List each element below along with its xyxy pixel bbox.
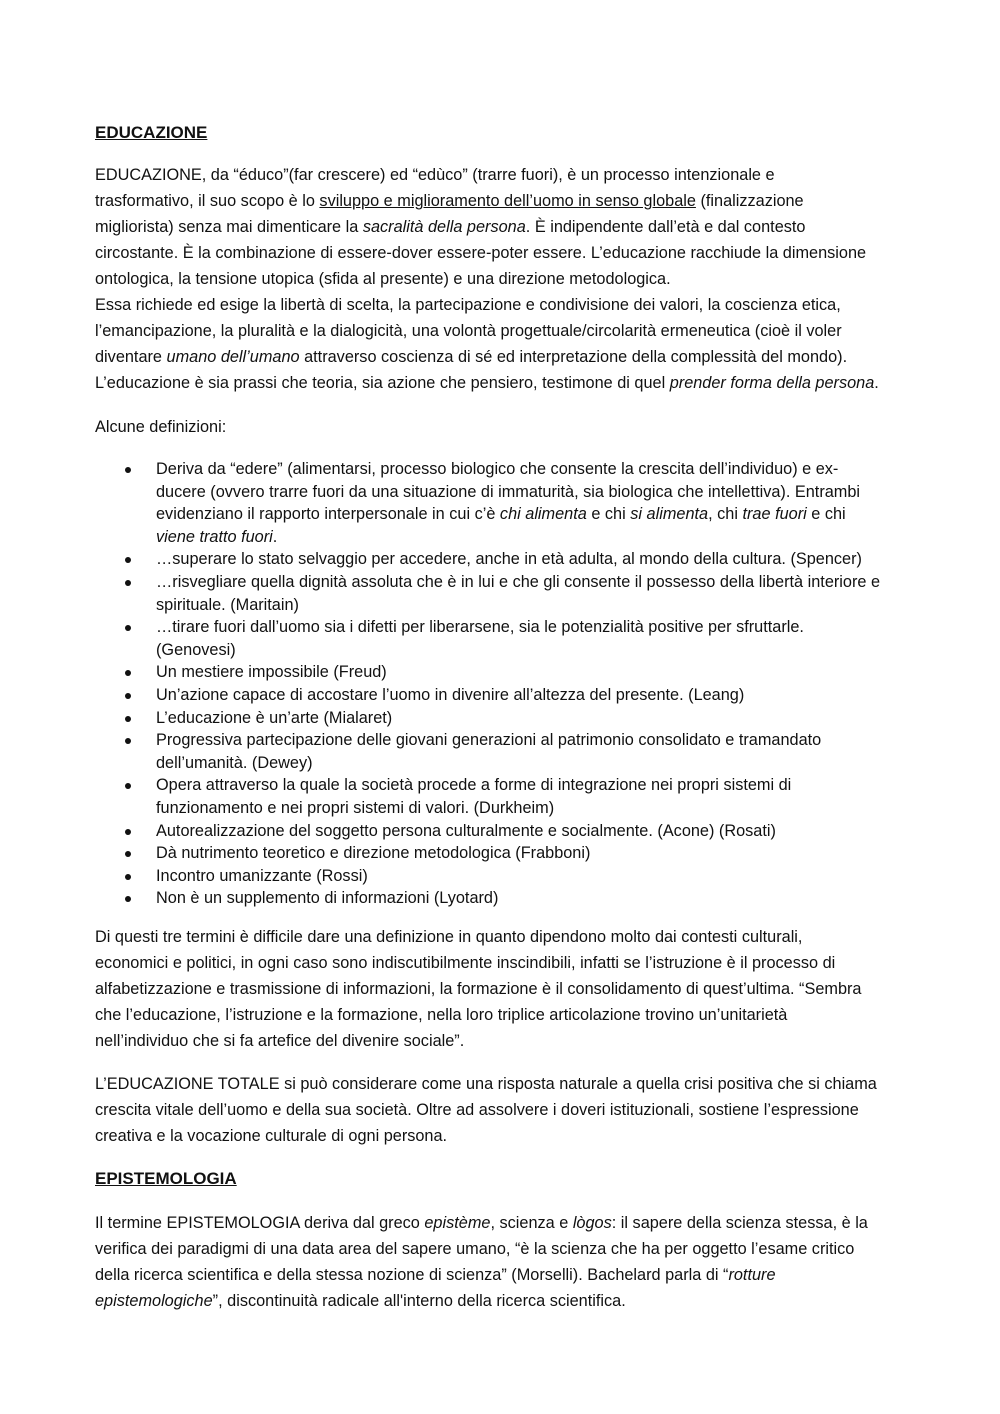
bullet-icon: [125, 557, 131, 563]
educazione-totale-paragraph: L’EDUCAZIONE TOTALE si può considerare come una risposta naturale a quella crisi positiva che si chiama crescita vitale dell’uomo e della sua società. Oltre ad assolvere i doveri istituzionali, sostiene l’espressione creativa e la vocazione culturale di ogni persona.: [95, 1075, 877, 1145]
list-item: Un’azione capace di accostare l’uomo in divenire all’altezza del presente. (Leang): [95, 684, 910, 707]
list-item: L’educazione è un’arte (Mialaret): [95, 707, 910, 730]
intro-paragraph: EDUCAZIONE, da “éduco”(far crescere) ed “edùco” (trarre fuori), è un processo intenzionale e trasformativo, il suo scopo è lo sviluppo e miglioramento dell’uomo in senso globale (finalizzazione migliorista) senza mai dimenticare la sacralità della persona. È indipendente dall’età e dal contesto circostante. È la combinazione di essere-dover essere-poter essere. L’educazione racchiude la dimensione ontologica, la tensione utopica (sfida al presente) e una direzione metodologica. Essa richiede ed esige la libertà di scelta, la partecipazione e condivisione dei valori, la coscienza etica, l’emancipazione, la pluralità e la dialogicità, una volontà progettuale/circolarità ermeneutica (cioè il voler diventare umano dell’umano attraverso coscienza di sé ed interpretazione della complessità del mondo). L’educazione è sia prassi che teoria, sia azione che pensiero, testimone di quel prender forma della persona.: [95, 166, 879, 392]
definitions-list: [95, 458, 910, 910]
list-item: Opera attraverso la quale la società procede a forme di integrazione nei propri sistemi di funzionamento e nei propri sistemi di valori. (Durkheim): [95, 774, 910, 819]
italic-phrase: sacralità della persona: [362, 218, 526, 236]
definitions-label: Alcune definizioni:: [95, 418, 227, 436]
list-item: …tirare fuori dall’uomo sia i difetti per liberarsene, sia le potenzialità positive per sfruttarle. (Genovesi): [95, 616, 910, 661]
section-title-epistemologia: EPISTEMOLOGIA: [95, 1169, 237, 1188]
section-title-educazione: EDUCAZIONE: [95, 123, 208, 142]
list-item: Progressiva partecipazione delle giovani generazioni al patrimonio consolidato e tramandato dell’umanità. (Dewey): [95, 729, 910, 774]
list-item: Dà nutrimento teoretico e direzione metodologica (Frabboni): [95, 842, 910, 865]
bullet-icon: [125, 625, 131, 631]
bullet-icon: [125, 874, 131, 880]
underlined-phrase: sviluppo e miglioramento dell’uomo in senso globale: [319, 192, 696, 210]
italic-phrase: prender forma della persona: [669, 374, 875, 392]
italic-phrase: umano dell’umano: [166, 348, 300, 366]
list-item: Autorealizzazione del soggetto persona culturalmente e socialmente. (Acone) (Rosati): [95, 820, 910, 843]
list-item: …risvegliare quella dignità assoluta che è in lui e che gli consente il possesso della libertà interiore e spirituale. (Maritain): [95, 571, 910, 616]
epistemologia-paragraph: Il termine EPISTEMOLOGIA deriva dal greco epistème, scienza e lògos: il sapere della scienza stessa, è la verifica dei paradigmi di una data area del sapere umano, “è la scienza che ha per oggetto l’esame critico della ricerca scientifica e della stessa nozione di scienza” (Morselli). Bachelard parla di “rotture epistemologiche”, discontinuità radicale all'interno della ricerca scientifica.: [95, 1214, 868, 1310]
bullet-icon: [125, 716, 131, 722]
bullet-icon: [125, 670, 131, 676]
bullet-icon: [125, 693, 131, 699]
bullet-icon: [125, 896, 131, 902]
bullet-icon: [125, 467, 131, 473]
bullet-icon: [125, 783, 131, 789]
bullet-icon: [125, 580, 131, 586]
list-item: Un mestiere impossibile (Freud): [95, 661, 910, 684]
terms-paragraph: Di questi tre termini è difficile dare una definizione in quanto dipendono molto dai contesti culturali, economici e politici, in ogni caso sono indiscutibilmente inscindibili, infatti se l’istruzione è il processo di alfabetizzazione e trasmissione di informazioni, la formazione è il consolidamento di quest’ultima. “Sembra che l’educazione, l’istruzione e la formazione, nella loro triplice articolazione trovino un’unitarietà nell’individuo che si fa artefice del divenire sociale”.: [95, 928, 862, 1050]
bullet-icon: [125, 851, 131, 857]
list-item: …superare lo stato selvaggio per accedere, anche in età adulta, al mondo della cultura. (Spencer): [95, 548, 910, 571]
bullet-icon: [125, 738, 131, 744]
list-item: Incontro umanizzante (Rossi): [95, 865, 910, 888]
bullet-icon: [125, 829, 131, 835]
list-item: Deriva da “edere” (alimentarsi, processo biologico che consente la crescita dell’individuo) e ex- ducere (ovvero trarre fuori da una situazione di immaturità, sia biologica che intellettiva). Entrambi evidenziano il rapporto interpersonale in cui c’è chi alimenta e chi si alimenta, chi trae fuori e chi viene tratto fuori.: [95, 458, 910, 548]
list-item: Non è un supplemento di informazioni (Lyotard): [95, 887, 910, 910]
